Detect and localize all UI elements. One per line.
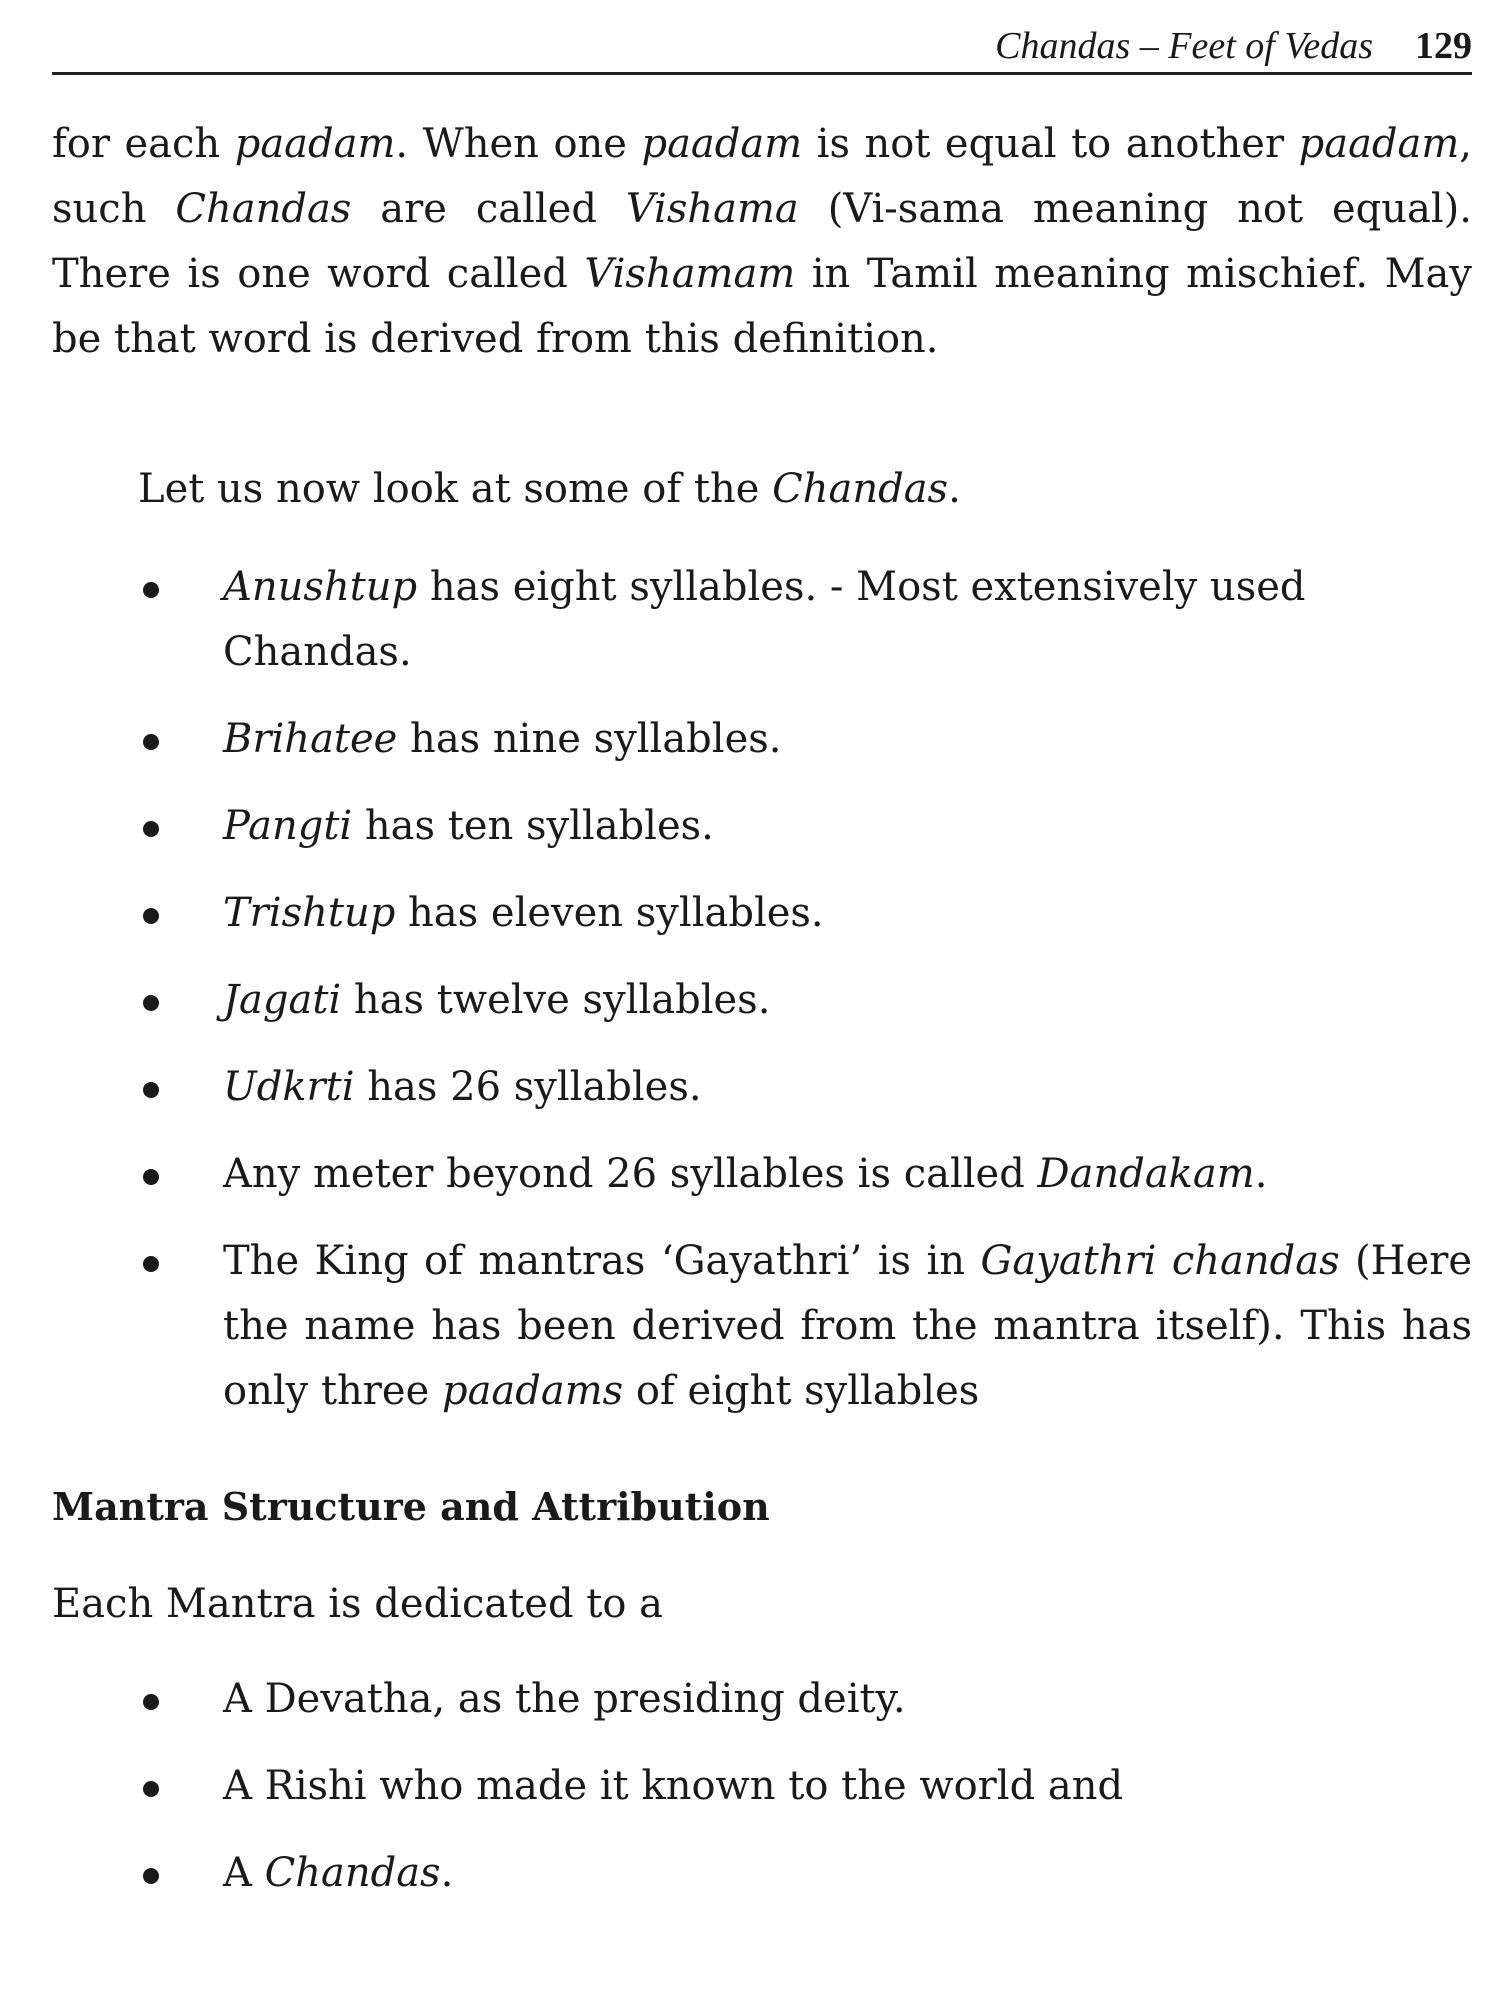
- list-item: Any meter beyond 26 syllables is called Dandakam.: [52, 1142, 1472, 1207]
- list-item: Brihatee has nine syllables.: [52, 707, 1472, 772]
- running-header: [52, 22, 1472, 70]
- bullet-icon: [143, 582, 159, 598]
- list-item: Trishtup has eleven syllables.: [52, 881, 1472, 946]
- paragraph-intro-chandas: Let us now look at some of the Chandas.: [138, 466, 961, 512]
- list-item: A Rishi who made it known to the world and: [52, 1754, 1472, 1819]
- bullet-icon: [143, 821, 159, 837]
- running-title: Chandas – Feet of Vedas: [995, 25, 1373, 67]
- paragraph-dedication: Each Mantra is dedicated to a: [52, 1581, 663, 1627]
- list-item: Jagati has twelve syllables.: [52, 968, 1472, 1033]
- list-item: Anushtup has eight syllables. - Most extensively used Chandas.: [52, 555, 1472, 685]
- bullet-icon: [143, 1694, 159, 1710]
- bullet-icon: [143, 1868, 159, 1884]
- attribution-list: [52, 1667, 1472, 1906]
- bullet-icon: [143, 1169, 159, 1185]
- list-item: Udkrti has 26 syllables.: [52, 1055, 1472, 1120]
- list-item: Pangti has ten syllables.: [52, 794, 1472, 859]
- paragraph-vishama: for each paadam. When one paadam is not equal to another paadam, such Chandas are called Vishama (Vi-sama meaning not equal). There is one word called Vishamam in Tamil meaning mischief. May be that word is derived from this definition.: [52, 121, 1473, 362]
- list-item: The King of mantras ‘Gayathri’ is in Gayathri chandas (Here the name has been derived from the mantra itself). This has only three paadams of eight syllables: [52, 1229, 1472, 1424]
- meter-list: [52, 555, 1472, 1424]
- section-heading: Mantra Structure and Attribution: [52, 1484, 770, 1529]
- list-item: A Devatha, as the presiding deity.: [52, 1667, 1472, 1732]
- bullet-icon: [143, 1256, 159, 1272]
- bullet-icon: [143, 1082, 159, 1098]
- bullet-icon: [143, 908, 159, 924]
- page-number: 129: [1415, 25, 1472, 67]
- header-rule: [52, 72, 1472, 75]
- bullet-icon: [143, 1781, 159, 1797]
- bullet-icon: [143, 995, 159, 1011]
- bullet-icon: [143, 734, 159, 750]
- list-item: A Chandas.: [52, 1841, 1472, 1906]
